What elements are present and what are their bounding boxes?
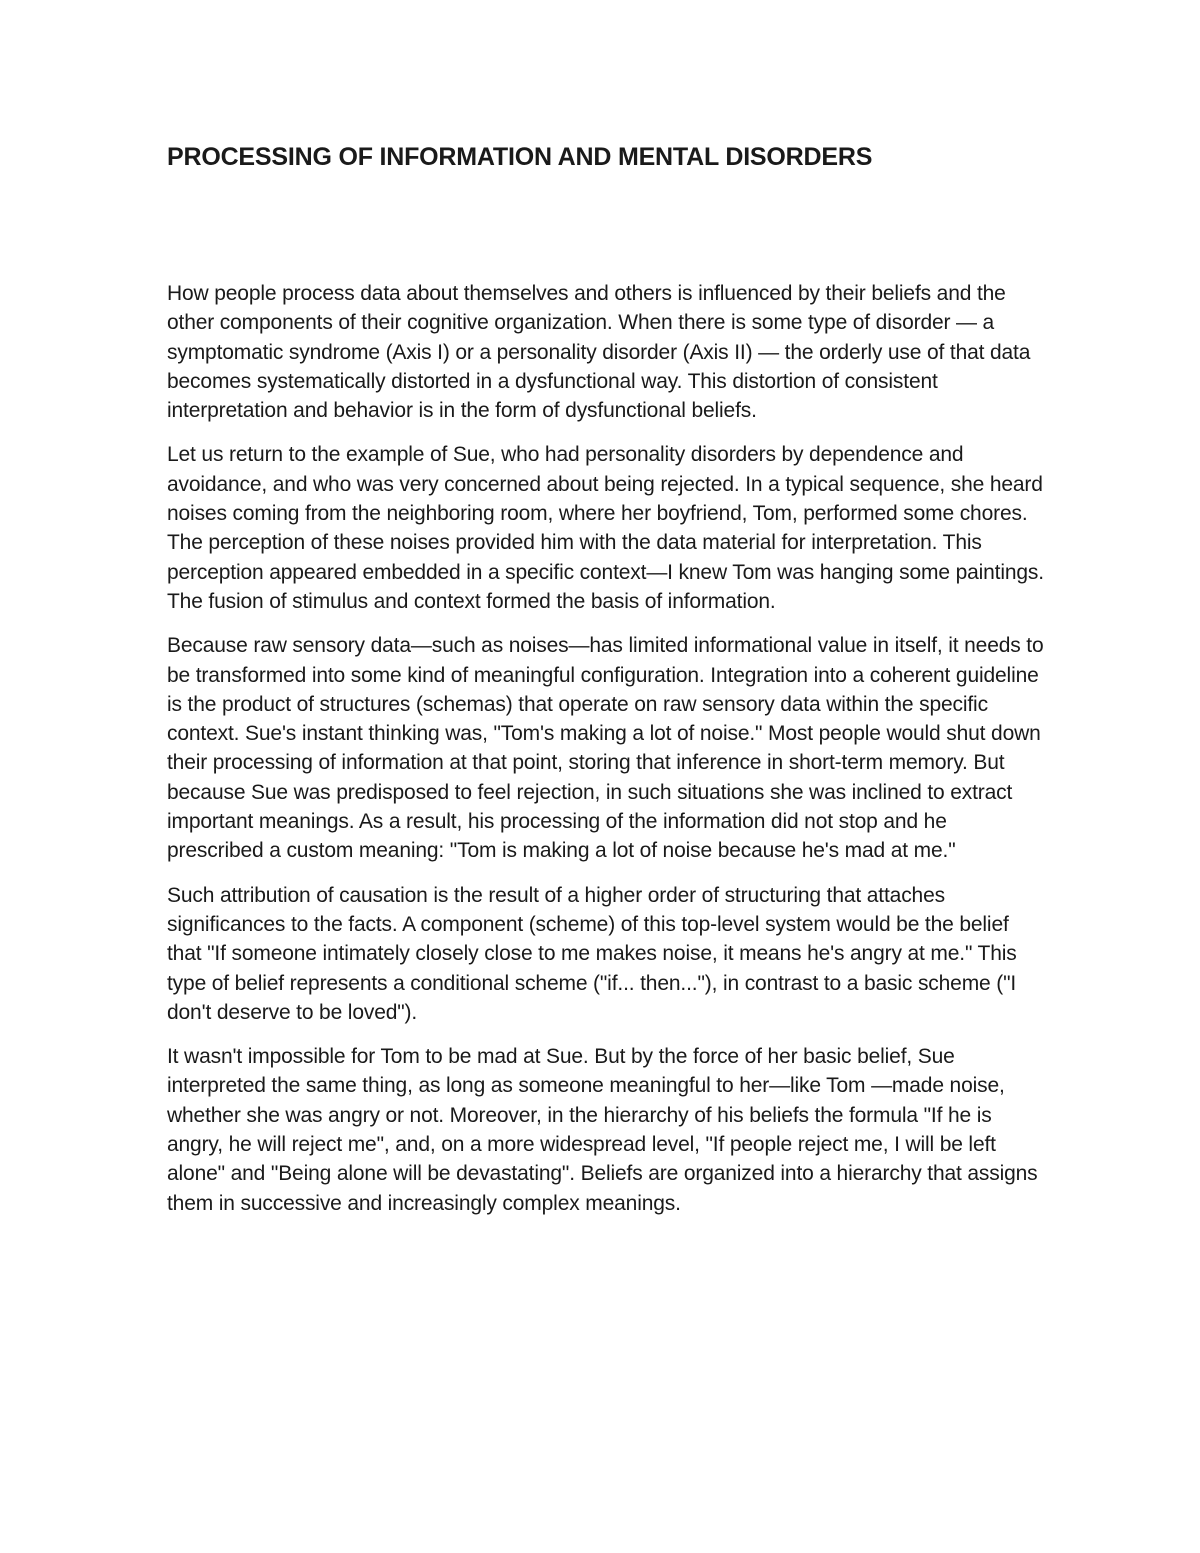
- paragraph-5: It wasn't impossible for Tom to be mad at Sue. But by the force of her basic belief, Sue interpreted the same thing, as long as someone meaningful to her—like Tom —made noise, whether she was angry or not. Moreover, in the hierarchy of his beliefs the formula "If he is angry, he will reject me", and, on a more widespread level, "If people reject me, I will be left alone" and "Being alone will be devastating". Beliefs are organized into a hierarchy that assigns them in successive and increasingly complex meanings.: [167, 1045, 1038, 1215]
- paragraph-2: Let us return to the example of Sue, who had personality disorders by dependence and avoidance, and who was very concerned about being rejected. In a typical sequence, she heard noises coming from the neighboring room, where her boyfriend, Tom, performed some chores. The perception of these noises provided him with the data material for interpretation. This perception appeared embedded in a specific context—I knew Tom was hanging some paintings. The fusion of stimulus and context formed the basis of information.: [167, 443, 1044, 613]
- page-title: PROCESSING OF INFORMATION AND MENTAL DISORDERS: [167, 143, 873, 171]
- paragraph-3: Because raw sensory data—such as noises—has limited informational value in itself, it needs to be transformed into some kind of meaningful configuration. Integration into a coherent guideline is the product of structures (schemas) that operate on raw sensory data within the specific context. Sue's instant thinking was, "Tom's making a lot of noise." Most people would shut down their processing of information at that point, storing that inference in short-term memory. But because Sue was predisposed to feel rejection, in such situations she was inclined to extract important meanings. As a result, his processing of the information did not stop and he prescribed a custom meaning: "Tom is making a lot of noise because he's mad at me.": [167, 634, 1044, 863]
- paragraph-4: Such attribution of causation is the result of a higher order of structuring that attaches significances to the facts. A component (scheme) of this top-level system would be the belief that "If someone intimately closely close to me makes noise, it means he's angry at me." This type of belief represents a conditional scheme ("if... then..."), in contrast to a basic scheme ("I don't deserve to be loved").: [167, 883, 1017, 1024]
- document-body: [167, 279, 1047, 1233]
- paragraph-1: How people process data about themselves and others is influenced by their beliefs and the other components of their cognitive organization. When there is some type of disorder — a symptomatic syndrome (Axis I) or a personality disorder (Axis II) — the orderly use of that data becomes systematically distorted in a dysfunctional way. This distortion of consistent interpretation and behavior is in the form of dysfunctional beliefs.: [167, 282, 1031, 423]
